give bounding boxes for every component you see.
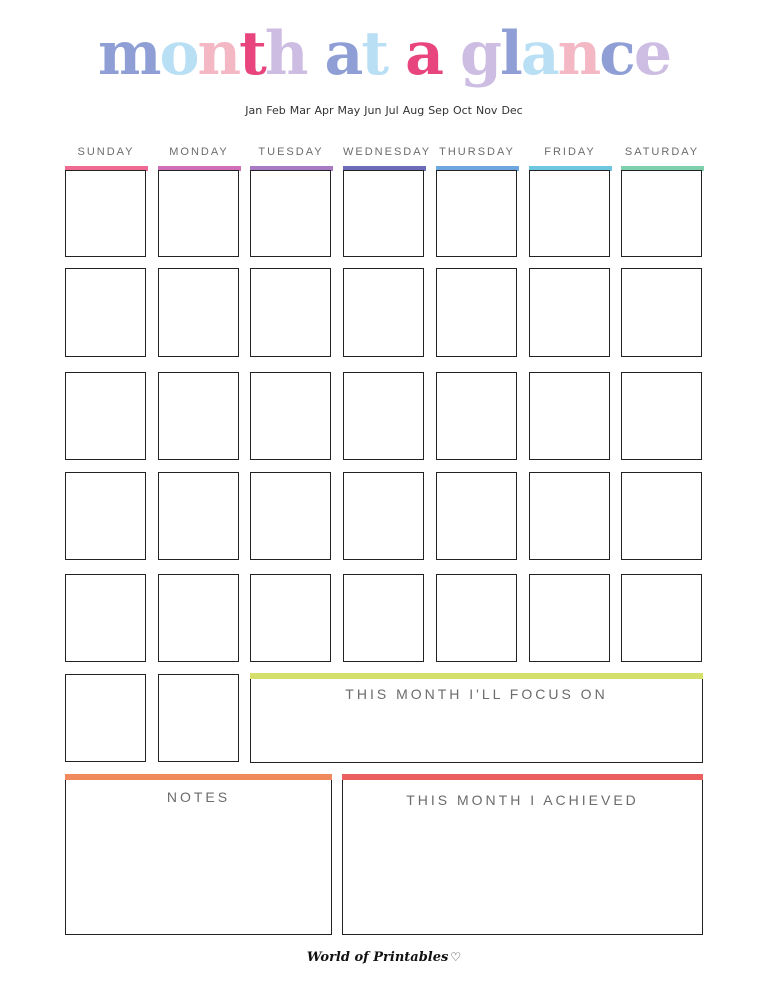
month-list	[0, 104, 768, 117]
day-cell[interactable]	[250, 472, 331, 560]
day-cell[interactable]	[65, 674, 146, 762]
day-cell[interactable]	[250, 372, 331, 460]
month-item[interactable]: Jun	[364, 104, 382, 117]
title-letter: t	[239, 19, 265, 89]
day-header-monday: MONDAY	[169, 146, 229, 158]
month-item[interactable]: Feb	[266, 104, 286, 117]
day-cell[interactable]	[250, 170, 331, 257]
footer-brand	[0, 950, 768, 965]
day-cell[interactable]	[65, 372, 146, 460]
title-letter: c	[599, 19, 634, 89]
day-cell[interactable]	[529, 170, 610, 257]
day-cell[interactable]	[158, 170, 239, 257]
footer-brand-text: World of Printables	[306, 950, 449, 965]
day-cell[interactable]	[529, 268, 610, 357]
day-cell[interactable]	[343, 574, 424, 662]
day-cell[interactable]	[250, 574, 331, 662]
day-cell[interactable]	[158, 472, 239, 560]
focus-box[interactable]	[250, 677, 703, 763]
achieved-label: THIS MONTH I ACHIEVED	[406, 792, 639, 808]
focus-label: THIS MONTH I'LL FOCUS ON	[345, 686, 608, 702]
day-header-wednesday: WEDNESDAY	[343, 146, 432, 158]
day-cell[interactable]	[529, 574, 610, 662]
day-cell[interactable]	[343, 372, 424, 460]
day-cell[interactable]	[529, 372, 610, 460]
title-letter: h	[264, 19, 307, 89]
title-letter: o	[159, 19, 198, 89]
month-item[interactable]: Apr	[314, 104, 334, 117]
day-cell[interactable]	[621, 574, 702, 662]
title-letter: e	[633, 19, 670, 89]
day-cell[interactable]	[436, 372, 517, 460]
title-letter: l	[499, 19, 521, 89]
achieved-box[interactable]	[342, 778, 703, 935]
day-cell[interactable]	[436, 170, 517, 257]
day-cell[interactable]	[343, 268, 424, 357]
title-letter: m	[98, 19, 160, 89]
notes-box[interactable]	[65, 778, 332, 935]
achieved-bar	[342, 774, 703, 780]
month-item[interactable]: Nov	[475, 104, 498, 117]
day-cell[interactable]	[343, 472, 424, 560]
day-cell[interactable]	[436, 472, 517, 560]
day-cell[interactable]	[250, 268, 331, 357]
day-header-saturday: SATURDAY	[624, 146, 700, 158]
title-letter: n	[197, 19, 240, 89]
day-header-tuesday: TUESDAY	[258, 146, 324, 158]
day-cell[interactable]	[65, 472, 146, 560]
month-item[interactable]: Oct	[452, 104, 472, 117]
title-letter: a	[324, 19, 362, 89]
day-cell[interactable]	[65, 574, 146, 662]
notes-label: NOTES	[166, 789, 231, 805]
month-item[interactable]: Dec	[501, 104, 523, 117]
heart-icon: ♡	[450, 950, 462, 964]
day-cell[interactable]	[158, 674, 239, 762]
month-item[interactable]: Jul	[385, 104, 399, 117]
day-header-sunday: SUNDAY	[77, 146, 135, 158]
month-item[interactable]: May	[337, 104, 361, 117]
day-cell[interactable]	[621, 170, 702, 257]
month-item[interactable]: Aug	[402, 104, 425, 117]
day-cell[interactable]	[436, 574, 517, 662]
day-header-friday: FRIDAY	[544, 146, 596, 158]
day-cell[interactable]	[621, 372, 702, 460]
day-cell[interactable]	[621, 268, 702, 357]
notes-bar	[65, 774, 332, 780]
title-letter: a	[405, 19, 442, 89]
day-cell[interactable]	[158, 574, 239, 662]
month-item[interactable]: Jan	[245, 104, 263, 117]
focus-bar	[250, 673, 703, 679]
day-cell[interactable]	[65, 268, 146, 357]
day-cell[interactable]	[529, 472, 610, 560]
day-cell[interactable]	[436, 268, 517, 357]
month-item[interactable]: Sep	[428, 104, 449, 117]
title-letter: g	[460, 19, 500, 89]
day-cell[interactable]	[65, 170, 146, 257]
title-letter: t	[361, 19, 388, 89]
title-letter: a	[520, 19, 558, 89]
page-title	[0, 14, 768, 94]
day-cell[interactable]	[158, 372, 239, 460]
title-letter: n	[557, 19, 600, 89]
month-item[interactable]: Mar	[289, 104, 311, 117]
day-header-thursday: THURSDAY	[439, 146, 515, 158]
day-cell[interactable]	[621, 472, 702, 560]
day-cell[interactable]	[343, 170, 424, 257]
day-cell[interactable]	[158, 268, 239, 357]
